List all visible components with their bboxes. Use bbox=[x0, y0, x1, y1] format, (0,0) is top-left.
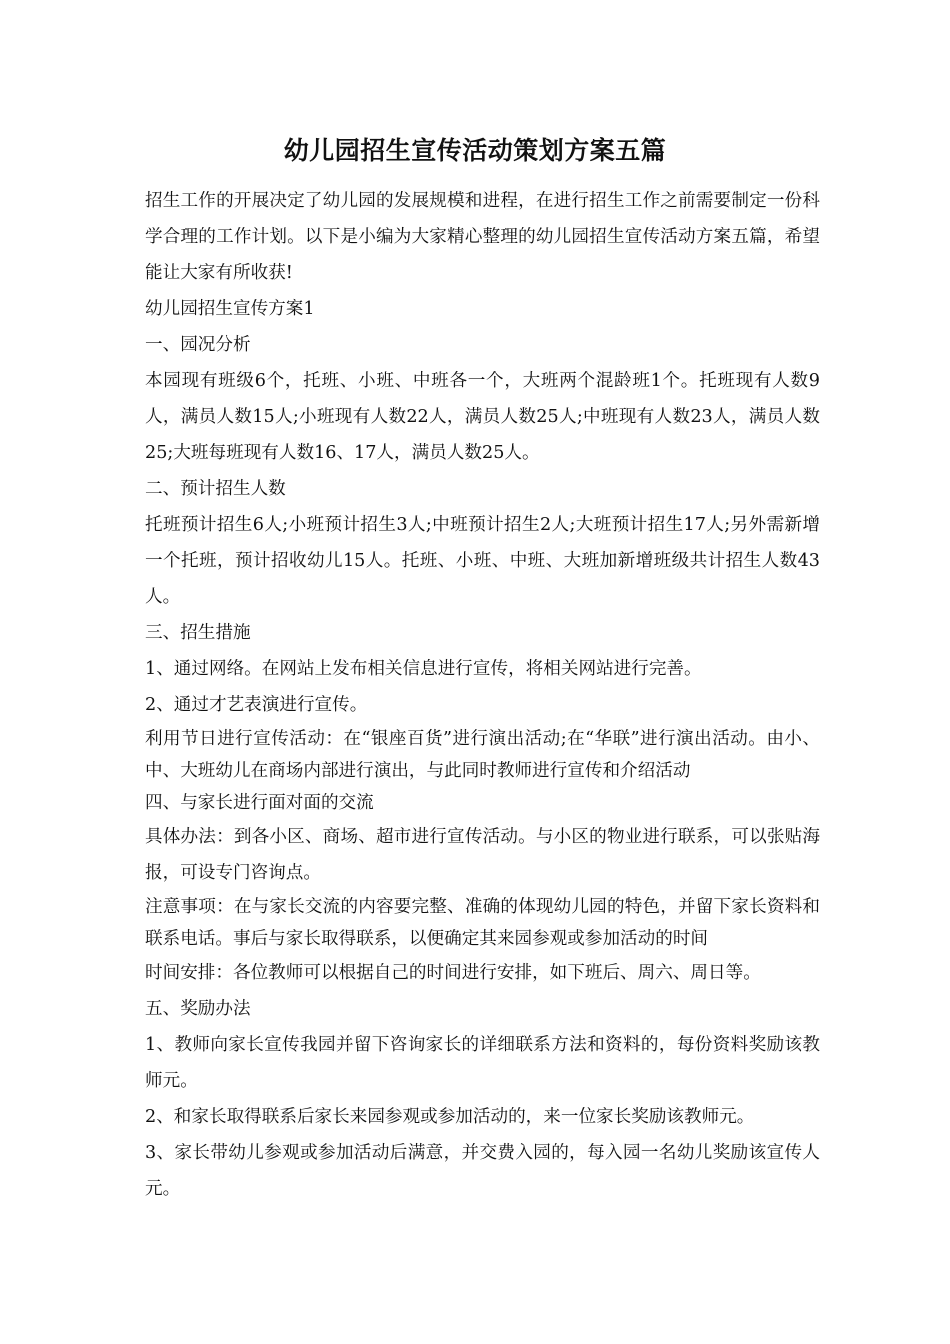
section-heading-4: 四、与家长进行面对面的交流 bbox=[145, 793, 374, 813]
plan-heading: 幼儿园招生宣传方案1 bbox=[145, 299, 315, 319]
class-status-paragraph: 本园现有班级6个，托班、小班、中班各一个，大班两个混龄班1个。托班现有人数9人，满员人数15人;小班现有人数22人，满员人数25人;中班现有人数23人，满员人数25;大班每班现有人数16、17人，满员人数25人。 bbox=[145, 371, 820, 463]
document-title: 幼儿园招生宣传活动策划方案五篇 bbox=[283, 136, 667, 165]
enrollment-forecast-paragraph: 托班预计招生6人;小班预计招生3人;中班预计招生2人;大班预计招生17人;另外需新增一个托班，预计招收幼儿15人。托班、小班、中班、大班加新增班级共计招生人数43人。 bbox=[145, 515, 820, 607]
section-heading-2: 二、预计招生人数 bbox=[145, 479, 286, 499]
document-body bbox=[145, 183, 820, 1207]
intro-paragraph: 招生工作的开展决定了幼儿园的发展规模和进程，在进行招生工作之前需要制定一份科学合理的工作计划。以下是小编为大家精心整理的幼儿园招生宣传活动方案五篇，希望能让大家有所收获! bbox=[145, 191, 820, 283]
reward-item-2: 2、和家长取得联系后家长来园参观或参加活动的，来一位家长奖励该教师元。 bbox=[145, 1107, 755, 1127]
section-heading-1: 一、园况分析 bbox=[145, 335, 251, 355]
holiday-promotion-paragraph: 利用节日进行宣传活动：在“银座百货”进行演出活动;在“华联”进行演出活动。由小、中、大班幼儿在商场内部进行演出，与此同时教师进行宣传和介绍活动 bbox=[145, 729, 820, 781]
section-heading-5: 五、奖励办法 bbox=[145, 999, 251, 1019]
section-heading-3: 三、招生措施 bbox=[145, 623, 251, 643]
measure-item-2: 2、通过才艺表演进行宣传。 bbox=[145, 695, 368, 715]
reward-item-3: 3、家长带幼儿参观或参加活动后满意，并交费入园的，每入园一名幼儿奖励该宣传人元。 bbox=[145, 1143, 820, 1199]
measure-item-1: 1、通过网络。在网站上发布相关信息进行宣传，将相关网站进行完善。 bbox=[145, 659, 702, 679]
method-paragraph: 具体办法：到各小区、商场、超市进行宣传活动。与小区的物业进行联系，可以张贴海报，可设专门咨询点。 bbox=[145, 827, 820, 883]
reward-item-1: 1、教师向家长宣传我园并留下咨询家长的详细联系方法和资料的，每份资料奖励该教师元。 bbox=[145, 1035, 820, 1091]
notes-paragraph: 注意事项：在与家长交流的内容要完整、准确的体现幼儿园的特色，并留下家长资料和联系电话。事后与家长取得联系，以便确定其来园参观或参加活动的时间 bbox=[145, 897, 820, 949]
schedule-paragraph: 时间安排：各位教师可以根据自己的时间进行安排，如下班后、周六、周日等。 bbox=[145, 963, 761, 983]
